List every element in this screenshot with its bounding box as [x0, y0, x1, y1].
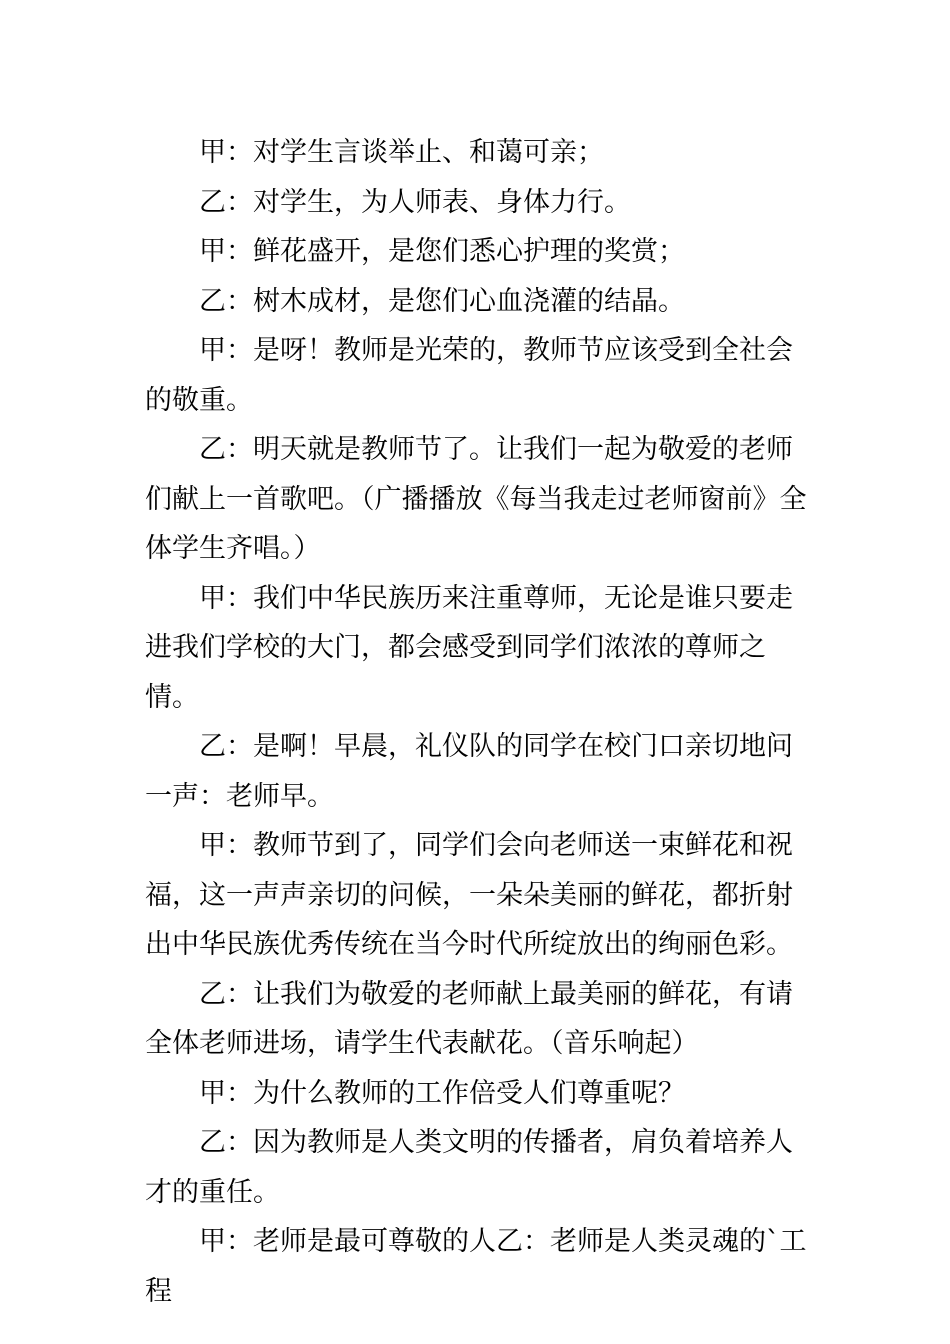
dialogue-paragraph: 乙：明天就是教师节了。让我们一起为敬爱的老师们献上一首歌吧。（广播播放《每当我走过老师窗前》全体学生齐唱。） — [145, 434, 807, 564]
dialogue-paragraph: 乙：是啊！早晨，礼仪队的同学在校门口亲切地问一声：老师早。 — [145, 731, 793, 812]
dialogue-paragraph: 甲：老师是最可尊敬的人乙：老师是人类灵魂的`工程 — [145, 1226, 807, 1307]
dialogue-paragraph: 甲：教师节到了，同学们会向老师送一束鲜花和祝福，这一声声亲切的问候，一朵朵美丽的鲜花，都折射出中华民族优秀传统在当今时代所绽放出的绚丽色彩。 — [145, 830, 793, 960]
dialogue-paragraph: 甲：是呀！教师是光荣的，教师节应该受到全社会的敬重。 — [145, 335, 793, 416]
dialogue-paragraph: 甲：为什么教师的工作倍受人们尊重呢？ — [199, 1077, 685, 1109]
dialogue-paragraph: 乙：因为教师是人类文明的传播者，肩负着培养人才的重任。 — [145, 1127, 793, 1208]
document-body — [145, 128, 810, 1316]
dialogue-paragraph: 甲：鲜花盛开，是您们悉心护理的奖赏； — [199, 236, 685, 267]
dialogue-paragraph: 甲：我们中华民族历来注重尊师，无论是谁只要走进我们学校的大门，都会感受到同学们浓浓的尊师之情。 — [145, 582, 793, 713]
dialogue-paragraph: 甲：对学生言谈举止、和蔼可亲； — [199, 137, 604, 168]
dialogue-paragraph: 乙：树木成材，是您们心血浇灌的结晶。 — [199, 285, 685, 317]
dialogue-paragraph: 乙：让我们为敬爱的老师献上最美丽的鲜花，有请全体老师进场，请学生代表献花。（音乐响起） — [145, 978, 793, 1059]
dialogue-paragraph: 乙：对学生，为人师表、身体力行。 — [199, 186, 631, 218]
